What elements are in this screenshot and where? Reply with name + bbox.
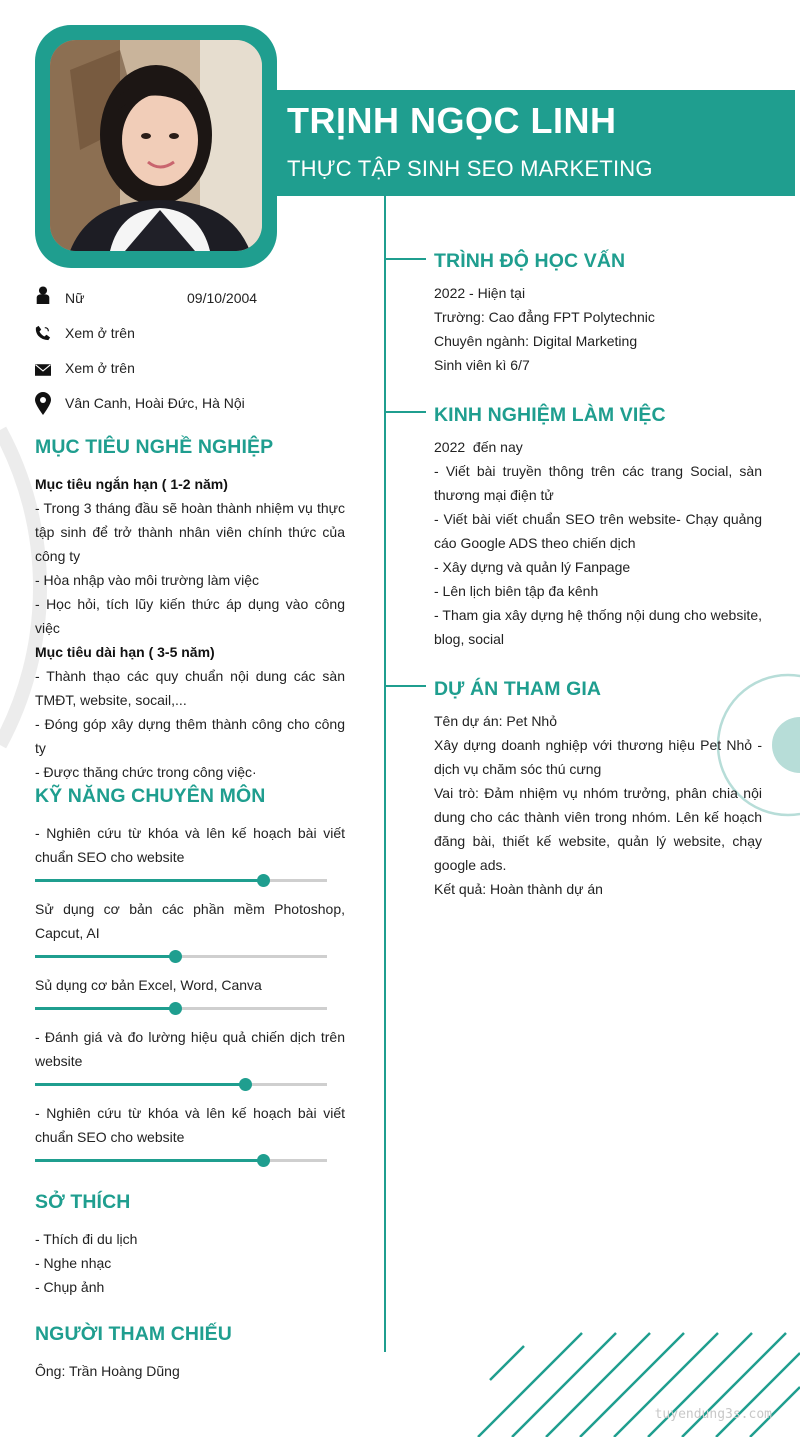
objective-item: - Đóng góp xây dựng thêm thành công cho công ty <box>35 716 345 756</box>
experience-item: - Tham gia xây dựng hệ thống nội dung cho website, blog, social <box>434 607 762 647</box>
objective-short-title: Mục tiêu ngắn hạn ( 1-2 năm) <box>35 476 228 492</box>
hobbies-heading: SỞ THÍCH <box>35 1191 131 1213</box>
objective-item: - Trong 3 tháng đầu sẽ hoàn thành nhiệm vụ thực tập sinh để trở thành nhân viên chính thức của công ty <box>35 500 345 564</box>
address: Vân Canh, Hoài Đức, Hà Nội <box>65 395 245 411</box>
education-line: 2022 - Hiện tại <box>434 285 526 301</box>
birthdate: 09/10/2004 <box>187 290 258 306</box>
skill-bar <box>35 879 327 882</box>
objective-long-title: Mục tiêu dài hạn ( 3-5 năm) <box>35 644 215 660</box>
objective-item: - Hòa nhập vào môi trường làm việc <box>35 572 259 588</box>
phone-icon <box>35 324 51 342</box>
skills-heading: KỸ NĂNG CHUYÊN MÔN <box>35 785 266 807</box>
education-content <box>434 281 764 377</box>
project-line: Kết quả: Hoàn thành dự án <box>434 881 603 897</box>
profile-photo <box>50 40 262 251</box>
project-line: Vai trò: Đảm nhiệm vụ nhóm trưởng, phân chia nội dung cho các thành viên trong nhóm. Lên kế hoạch đăng bài, thiết kế website, quản lý website, chạy google ads. <box>434 785 762 873</box>
timeline-connector <box>384 411 426 413</box>
skill-bar-knob <box>257 874 270 887</box>
experience-period: 2022 đến nay <box>434 439 523 455</box>
objective-content <box>35 472 345 784</box>
person-icon <box>35 286 51 304</box>
reference-heading: NGƯỜI THAM CHIẾU <box>35 1323 232 1345</box>
timeline-connector <box>384 685 426 687</box>
skill-label: Sủ dụng cơ bản Excel, Word, Canva <box>35 977 262 993</box>
mail-icon <box>35 361 51 379</box>
skill-bar-fill <box>35 1159 263 1162</box>
experience-item: - Viết bài viết chuẩn SEO trên website- Chạy quảng cáo Google ADS theo chiến dịch <box>434 511 762 551</box>
objective-item: - Được thăng chức trong công việc· <box>35 764 257 780</box>
phone: Xem ở trên <box>65 325 135 341</box>
skill-label: - Nghiên cứu từ khóa và lên kế hoạch bài viết chuẩn SEO cho website <box>35 825 345 865</box>
hobby-item: - Chụp ảnh <box>35 1279 105 1295</box>
skill-bar-knob <box>257 1154 270 1167</box>
email: Xem ở trên <box>65 360 135 376</box>
experience-content <box>434 435 762 651</box>
skill-bar-fill <box>35 1007 175 1010</box>
reference-text: Ông: Trần Hoàng Dũng <box>35 1363 180 1379</box>
objective-heading: MỤC TIÊU NGHỀ NGHIỆP <box>35 436 274 458</box>
project-line: Xây dựng doanh nghiệp với thương hiệu Pet Nhỏ - dịch vụ chăm sóc thú cưng <box>434 737 762 777</box>
experience-item: - Lên lịch biên tập đa kênh <box>434 583 599 599</box>
timeline-connector <box>384 258 426 260</box>
skill-label: - Nghiên cứu từ khóa và lên kế hoạch bài viết chuẩn SEO cho website <box>35 1105 345 1145</box>
hobby-item: - Thích đi du lịch <box>35 1231 138 1247</box>
experience-item: - Xây dựng và quản lý Fanpage <box>434 559 631 575</box>
objective-item: - Thành thạo các quy chuẩn nội dung các sàn TMĐT, website, socail,... <box>35 668 345 708</box>
skill-label: - Đánh giá và đo lường hiệu quả chiến dịch trên website <box>35 1029 345 1069</box>
skill-bar-fill <box>35 879 263 882</box>
watermark: tuyendung3s.com <box>654 1407 772 1422</box>
skill-label: Sử dụng cơ bản các phần mềm Photoshop, Capcut, AI <box>35 901 345 941</box>
skill-bar-fill <box>35 955 175 958</box>
education-line: Sinh viên kì 6/7 <box>434 357 530 373</box>
education-line: Trường: Cao đẳng FPT Polytechnic <box>434 309 655 325</box>
gender: Nữ <box>65 290 85 306</box>
objective-item: - Học hỏi, tích lũy kiến thức áp dụng vào công việc <box>35 596 345 636</box>
experience-heading: KINH NGHIỆM LÀM VIỆC <box>434 404 666 426</box>
skill-bar <box>35 955 327 958</box>
hobby-item: - Nghe nhạc <box>35 1255 112 1271</box>
candidate-name: TRỊNH NGỌC LINH <box>287 100 617 141</box>
projects-content <box>434 709 762 901</box>
experience-item: - Viết bài truyền thông trên các trang Social, sàn thương mại điện tử <box>434 463 762 503</box>
project-line: Tên dự án: Pet Nhỏ <box>434 713 557 729</box>
skill-bar <box>35 1083 327 1086</box>
projects-heading: DỰ ÁN THAM GIA <box>434 678 602 700</box>
skill-bar <box>35 1007 327 1010</box>
skill-bar <box>35 1159 327 1162</box>
skill-bar-fill <box>35 1083 245 1086</box>
location-pin-icon <box>34 391 52 416</box>
job-title: THỰC TẬP SINH SEO MARKETING <box>287 156 653 181</box>
hobbies-list <box>35 1227 345 1299</box>
education-heading: TRÌNH ĐỘ HỌC VẤN <box>434 250 626 272</box>
timeline-line <box>384 196 386 1352</box>
education-line: Chuyên ngành: Digital Marketing <box>434 333 638 349</box>
